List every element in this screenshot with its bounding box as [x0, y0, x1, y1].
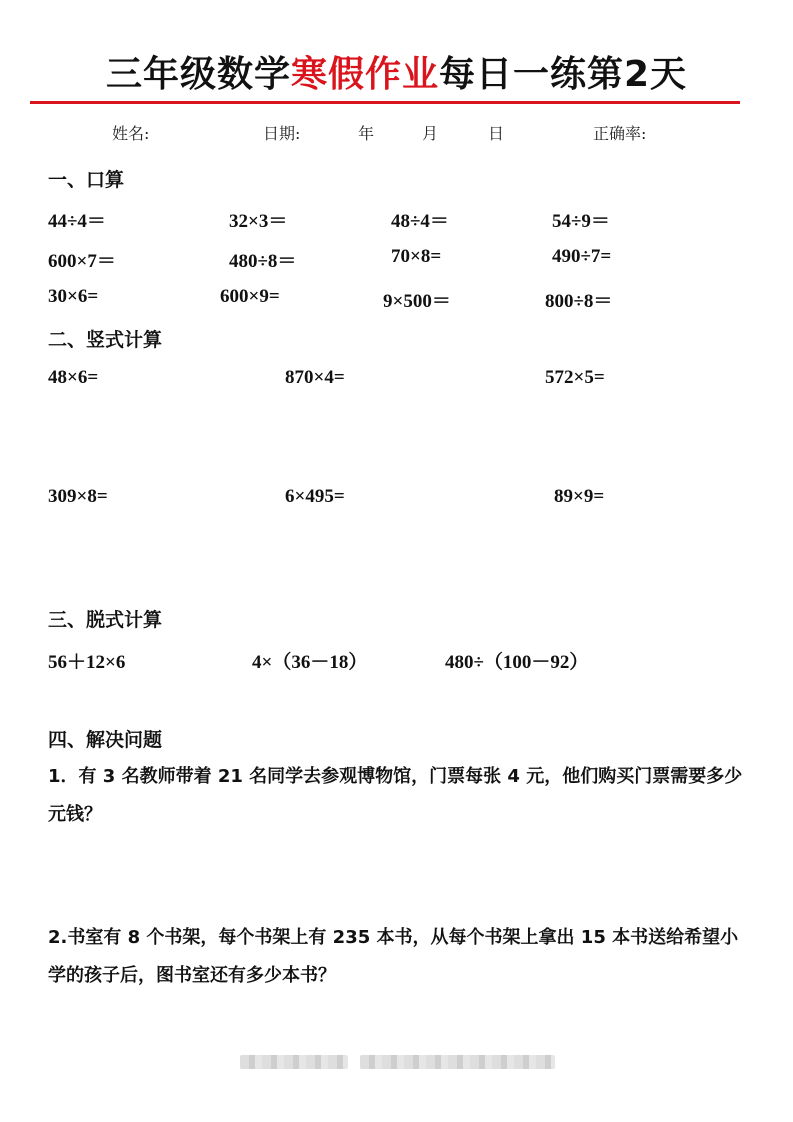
section-word-problems-heading: 四、解决问题: [48, 729, 163, 751]
stepwise-problem: 56＋12×6: [48, 652, 126, 673]
date-label: 日期:: [263, 124, 301, 143]
vertical-problem: 870×4=: [285, 367, 345, 388]
footer-watermark: [240, 1055, 348, 1069]
month-label: 月: [422, 124, 439, 143]
oral-problem: 30×6=: [48, 286, 99, 307]
oral-problem: 600×9=: [220, 286, 280, 307]
vertical-problem: 309×8=: [48, 486, 108, 507]
stepwise-problem: 480÷（100－92）: [445, 652, 589, 673]
footer-watermark: [360, 1055, 555, 1069]
oral-problem: 600×7＝: [48, 251, 116, 272]
oral-problem: 48÷4＝: [391, 211, 449, 232]
word-problem-2: 2.书室有 8 个书架，每个书架上有 235 本书，从每个书架上拿出 15 本书送给希望小学的孩子后，图书室还有多少本书？: [48, 927, 739, 986]
accuracy-label: 正确率:: [593, 124, 647, 143]
year-label: 年: [358, 124, 375, 143]
word-problem-1: 1．有 3 名教师带着 21 名同学去参观博物馆，门票每张 4 元，他们购买门票需要多少元钱？: [48, 766, 743, 825]
oral-problem: 70×8=: [391, 246, 442, 267]
oral-problem: 44÷4＝: [48, 211, 106, 232]
title-part2: 每日一练第2天: [438, 54, 688, 95]
oral-problem: 32×3＝: [229, 211, 288, 232]
vertical-problem: 6×495=: [285, 486, 345, 507]
vertical-problem: 89×9=: [554, 486, 605, 507]
oral-problem: 54÷9＝: [552, 211, 610, 232]
oral-problem: 9×500＝: [383, 291, 451, 312]
vertical-problem: 48×6=: [48, 367, 99, 388]
oral-problem: 480÷8＝: [229, 251, 297, 272]
day-label: 日: [488, 124, 505, 143]
stepwise-problem: 4×（36－18）: [252, 652, 368, 673]
page-title: [0, 46, 793, 97]
name-label: 姓名:: [112, 124, 150, 143]
title-part1: 三年级数学: [105, 54, 291, 95]
oral-problem: 800÷8＝: [545, 291, 613, 312]
section-stepwise-heading: 三、脱式计算: [48, 609, 163, 631]
title-underline: [30, 101, 740, 104]
section-oral-heading: 一、口算: [48, 169, 125, 191]
vertical-problem: 572×5=: [545, 367, 605, 388]
section-vertical-heading: 二、竖式计算: [48, 329, 163, 351]
title-highlight: 寒假作业: [290, 54, 439, 95]
oral-problem: 490÷7=: [552, 246, 612, 267]
